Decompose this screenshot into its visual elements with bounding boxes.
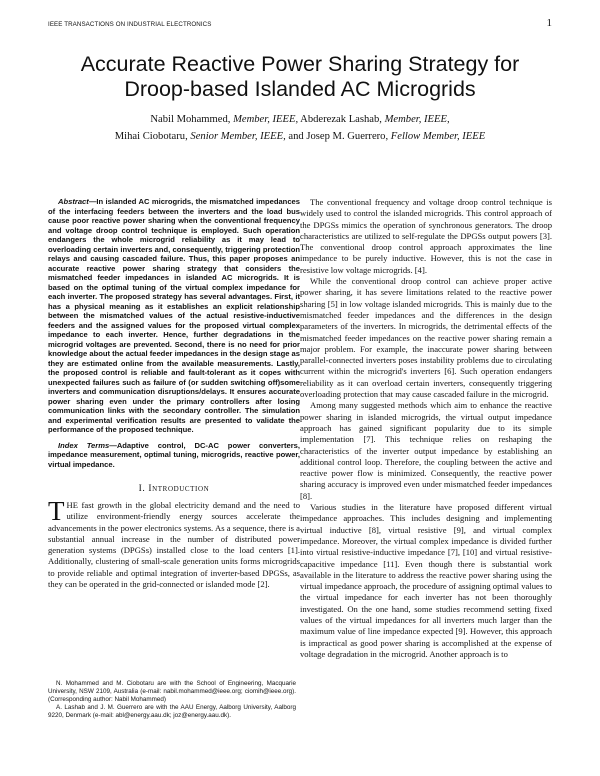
drop-cap: T — [48, 496, 65, 526]
body-paragraph: The conventional frequency and voltage droop control technique is widely used to control the islanded microgrids. This control approach of the DPGSs mimics the operation of synchronous generators. The droop characteristics are utilized to self-regulate the DPGSs output powers [3]. The conventional droop control approach approximates the line impedance to be purely inductive. However, this is not the case in resistive low voltage microgrids. [4]. — [300, 197, 552, 275]
paper-title — [40, 52, 560, 102]
author-role: Fellow Member, IEEE — [390, 131, 486, 142]
author-list — [40, 111, 560, 145]
abstract-text: —In islanded AC microgrids, the mismatched impedances of the interfacing feeders between the inverters and the load bus cause poor reactive power sharing when the conventional frequency and voltage droop control technique is employed. Such operation endangers the whole microgrid reliability as it may lead to overloading certain inverters and, consequently, triggering protection relays and causing cascaded failure. Thus, this paper proposes an accurate reactive power sharing strategy that considers the mismatched feeder impedances in islanded AC microgrids. It is based on the optimal tuning of the virtual complex impedance for each inverter. The proposed strategy has several advantages. First, it has a physical meaning as it establishes an explicit relationship between the mismatched values of the actual resistive-inductive feeders and the assigned values for the proposed virtual complex impedance to each inverter. Hence, further degradations in the microgrid voltages are prevented. Second, there is no need for prior knowledge about the actual feeder impedances in the design stage as they are estimated online from the available measurements. Lastly, the proposed control is reliable and fault-tolerant as it copes with unexpected failures such as failure of (or sudden switching off)some inverters and communication disruptions/delays. It ensures accurate power sharing even under the primary controllers after losing communication links with the secondary controller. The simulation and experimental verification results are presented to validate the performance of the proposed technique. — [48, 197, 300, 434]
right-column — [300, 197, 552, 660]
body-paragraph: While the conventional droop control can achieve proper active power sharing, it has severe limitations related to the reactive power sharing [5] in low voltage islanded microgrids. This is mainly due to the mismatched feeder impedances and the differences in the design parameters of the inverters. In microgrids, the detrimental effects of the mismatched feeder impedances on the reactive power sharing remain a major problem. For example, the inaccurate power sharing between parallel-connected inverters poses instability problems due to circulating current within the microgrid's inverters [6]. Such operation endangers reliability as it can overload certain inverters, consequently triggering overloading protection that may cause cascaded failure in the microgrid. — [300, 276, 552, 400]
running-header: IEEE TRANSACTIONS ON INDUSTRIAL ELECTRONICS — [48, 21, 212, 28]
index-terms-text: —Adaptive control, DC-AC power converters, impedance measurement, optimal tuning, microgrids, reactive power, virtual impedance. — [48, 440, 300, 469]
page-number: 1 — [546, 17, 552, 29]
index-terms — [48, 441, 300, 470]
left-column — [48, 197, 300, 590]
footnote-affiliation-2: A. Lashab and J. M. Guerrero are with the AAU Energy, Aalborg University, Aalborg 9220, Denmark (e-mail: abl@energy.aau.dk; joz@energy.aau.dk). — [48, 703, 296, 719]
footnote-affiliation-1: N. Mohammed and M. Ciobotaru are with the School of Engineering, Macquarie University, NSW 2109, Australia (e-mail: nabil.mohammed@ieee.org; ciomih@ieee.org). (Corresponding author: Nabil Mohammed) — [48, 680, 296, 703]
author-role: Member, IEEE, — [384, 114, 450, 125]
index-terms-label: Index Terms — [58, 440, 110, 450]
abstract — [48, 197, 300, 435]
author-name: Mihai Ciobotaru, — [114, 131, 188, 142]
intro-paragraph — [48, 496, 300, 590]
author-name: and Josep M. Guerrero, — [288, 131, 389, 142]
author-line-2 — [40, 128, 560, 145]
body-paragraph: Various studies in the literature have proposed different virtual impedance approaches. This includes designing and implementing virtual inductive [8], virtual resistive [9], and virtual complex impedance. Moreover, the virtual complex impedance is divided further into virtual resistive-inductive impedance [7], [10] and virtual resistive-capacitive impedance [11]. Even though there is substantial work available in the literature to address the reactive power sharing using the virtual impedance approach, the procedure of assigning optimal values to the virtual impedance for each inverter has not been thoroughly investigated. On the one hand, some studies recommend setting fixed values of the virtual impedances for all inverters much larger than the maximum value of line impedance expected [9]. However, this approach is impractical as good power sharing is accomplished at the expense of voltage degradation in the microgrid. Another approach is to — [300, 502, 553, 659]
author-role: Member, IEEE, — [233, 114, 299, 125]
intro-text: fast growth in the global electricity demand and the need to utilize environment-friendly energy sources accelerate the advancements in the power electronics systems. As a sequence, there is a substantial annual increase in the number of distributed power generation systems (DPGSs) installed close to the load centers [1]. Additionally, clustering of small-scale generation units forms microgrids to provide reliable and optimal integration of inverter-based DPGSs, as they can be operated in the grid-connected or islanded mode [2]. — [48, 500, 300, 590]
author-line-1 — [40, 111, 560, 128]
author-role: Senior Member, IEEE, — [190, 131, 286, 142]
title-line-1: Accurate Reactive Power Sharing Strategy for — [80, 52, 520, 76]
author-name: Nabil Mohammed, — [150, 114, 231, 125]
body-paragraph: Among many suggested methods which aim to enhance the reactive power sharing in islanded microgrids, the virtual output impedance approach has gained significant popularity due to its simple implementation [7]. This technique relies on reshaping the characteristics of the inverter output impedance by establishing an additional control loop. Therefore, the coupling between the active and reactive power flow is minimized. Consequently, the reactive power sharing accuracy is improved even under mismatched feeder impedances [8]. — [300, 400, 552, 501]
abstract-label: Abstract — [58, 197, 89, 206]
title-line-2: Droop-based Islanded AC Microgrids — [124, 77, 476, 101]
author-name: Abderezak Lashab, — [300, 114, 382, 125]
section-heading: I. Introduction — [138, 484, 210, 494]
footnotes — [48, 680, 296, 720]
first-word: HE — [66, 500, 78, 510]
